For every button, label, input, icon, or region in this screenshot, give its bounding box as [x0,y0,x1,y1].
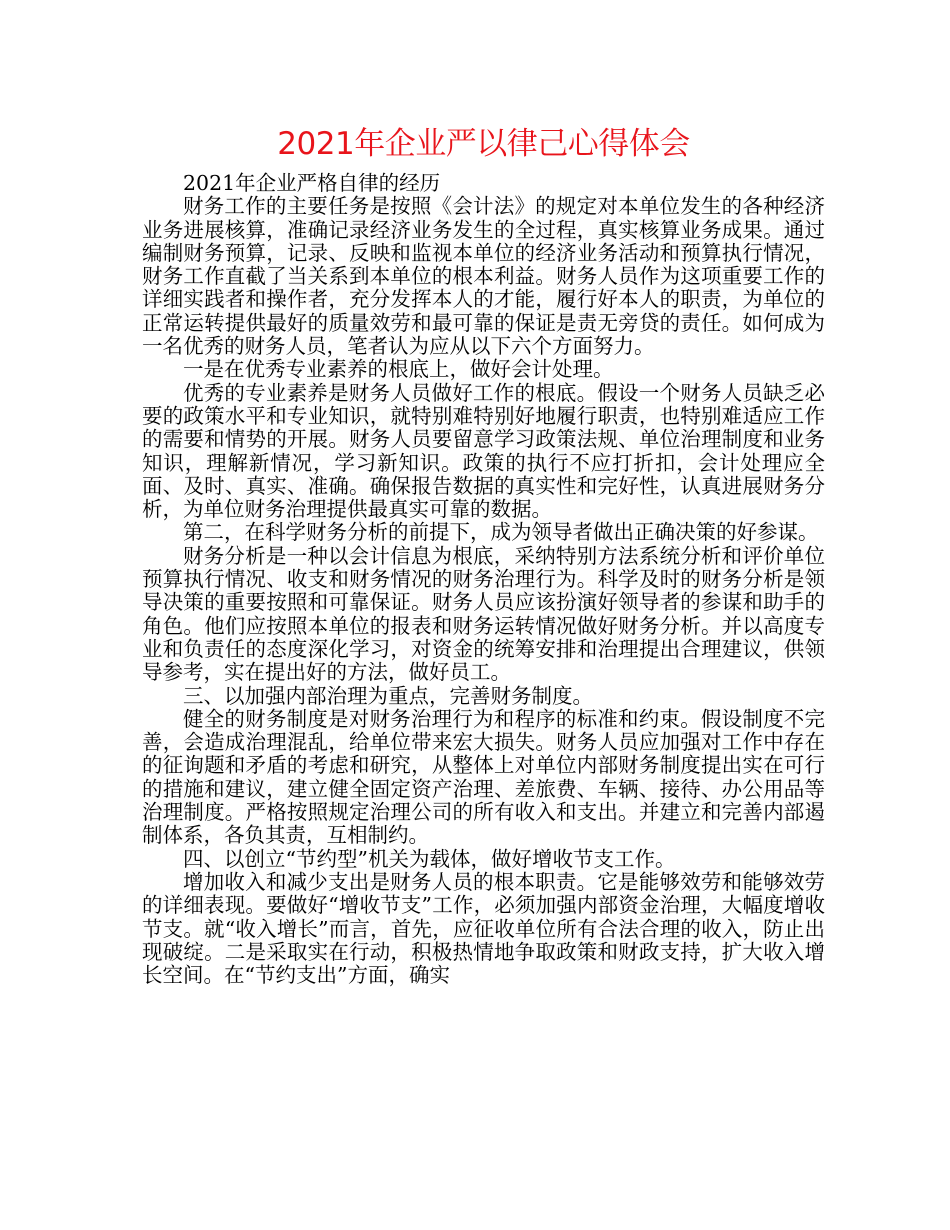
section-heading-4: 四、以创立“节约型”机关为载体，做好增收节支工作。 [183,846,676,871]
paragraph-section-2: 财务分析是一种以会计信息为根底，采纳特别方法系统分析和评价单位预算执行情况、收支和财务情况的财务治理行为。科学及时的财务分析是领导决策的重要按照和可靠保证。财务人员应该扮演好领导者的参谋和助手的角色。他们应按照本单位的报表和财务运转情况做好财务分析。并以高度专业和负责任的态度深化学习，对资金的统筹安排和治理提出合理建议，供领导参考，实在提出好的方法，做好员工。 [142,543,825,685]
document-title: 2021年企业严以律己心得体会 [277,126,690,162]
paragraph-section-4: 增加收入和减少支出是财务人员的根本职责。它是能够效劳和能够效劳的详细表现。要做好“增收节支”工作，必须加强内部资金治理，大幅度增收节支。就“收入增长”而言，首先，应征收单位所有合法合理的收入，防止出现破绽。二是采取实在行动，积极热情地争取政策和财政支持，扩大收入增长空间。在“节约支出”方面，确实 [142,869,825,988]
paragraph-section-1: 优秀的专业素养是财务人员做好工作的根底。假设一个财务人员缺乏必要的政策水平和专业知识，就特别难特别好地履行职责，也特别难适应工作的需要和情势的开展。财务人员要留意学习政策法规、单位治理制度和业务知识，理解新情况，学习新知识。政策的执行不应打折扣，会计处理应全面、及时、真实、准确。确保报告数据的真实性和完好性，认真进展财务分析，为单位财务治理提供最真实可靠的数据。 [142,380,825,522]
paragraph-subtitle: 2021年企业严格自律的经历 [183,171,441,195]
section-heading-1: 一是在优秀专业素养的根底上，做好会计处理。 [183,357,614,382]
document-page [142,124,825,987]
paragraph-intro: 财务工作的主要任务是按照《会计法》的规定对本单位发生的各种经济业务进展核算，准确记录经济业务发生的全过程，真实核算业务成果。通过编制财务预算，记录、反映和监视本单位的经济业务活动和预算执行情况，财务工作直截了当关系到本单位的根本利益。财务人员作为这项重要工作的详细实践者和操作者，充分发挥本人的才能，履行好本人的职责，为单位的正常运转提供最好的质量效劳和最可靠的保证是责无旁贷的责任。如何成为一名优秀的财务人员，笔者认为应从以下六个方面努力。 [142,194,825,359]
paragraph-section-3: 健全的财务制度是对财务治理行为和程序的标准和约束。假设制度不完善，会造成治理混乱，给单位带来宏大损失。财务人员应加强对工作中存在的征询题和矛盾的考虑和研究，从整体上对单位内部财务制度提出实在可行的措施和建议，建立健全固定资产治理、差旅费、车辆、接待、办公用品等治理制度。严格按照规定治理公司的所有收入和支出。并建立和完善内部遏制体系，各负其责，互相制约。 [142,706,825,848]
section-heading-3: 三、以加强内部治理为重点，完善财务制度。 [183,683,593,708]
section-heading-2: 第二，在科学财务分析的前提下，成为领导者做出正确决策的好参谋。 [183,520,819,545]
